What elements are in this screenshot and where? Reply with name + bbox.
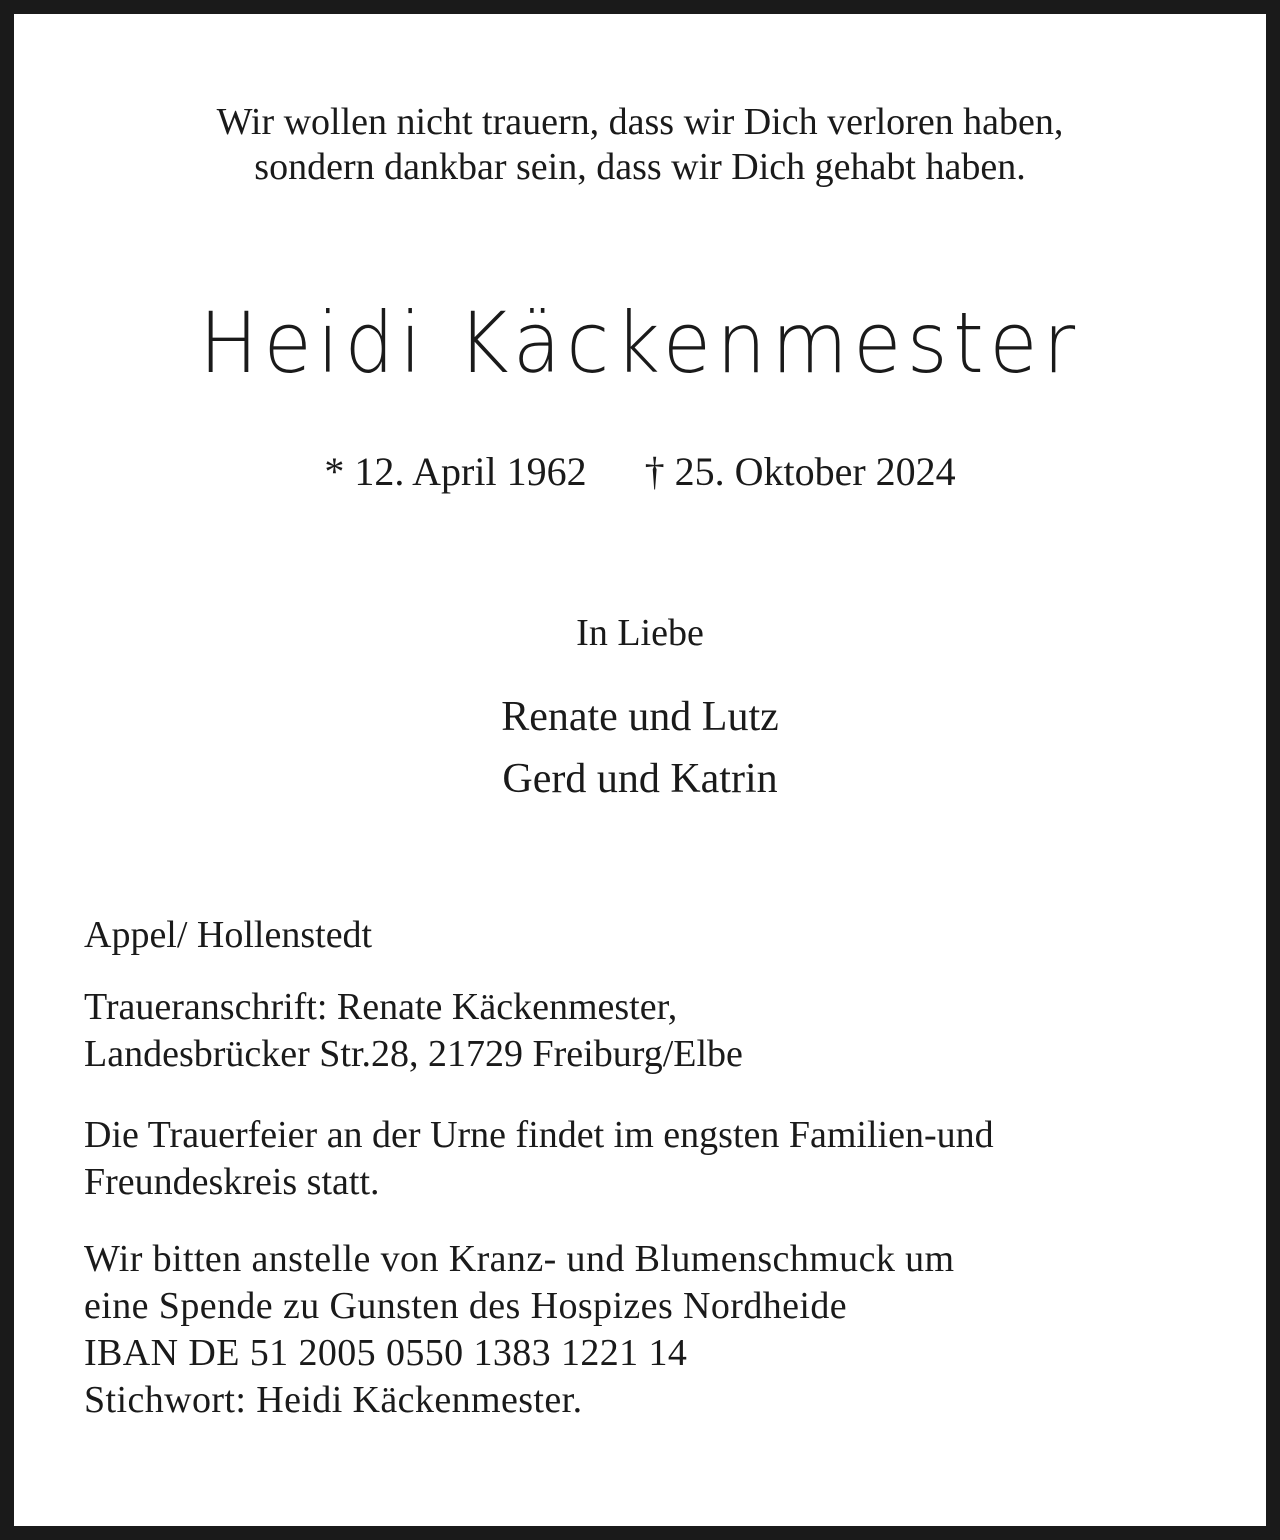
keyword-line: Stichwort: Heidi Käckenmester.: [84, 1379, 583, 1421]
address-line-1: Traueranschrift: Renate Käckenmester,: [84, 986, 678, 1028]
quote-line-2: sondern dankbar sein, dass wir Dich gehabt haben.: [254, 146, 1026, 188]
birth-date: * 12. April 1962: [324, 449, 587, 494]
donation-line-2: eine Spende zu Gunsten des Hospizes Nordheide: [84, 1285, 848, 1327]
mourners-list: [0, 686, 1280, 810]
ceremony-line-2: Freundeskreis statt.: [84, 1161, 380, 1203]
deceased-name: Heidi Käckenmester: [199, 294, 1081, 392]
donation-note: [84, 1236, 1224, 1424]
mourner-line-1: Renate und Lutz: [501, 694, 779, 740]
mourning-address: [84, 984, 1224, 1078]
memorial-quote: [0, 100, 1280, 190]
ceremony-note: [84, 1112, 1224, 1206]
death-date: † 25. Oktober 2024: [644, 449, 956, 494]
in-love-label: In Liebe: [576, 612, 704, 654]
iban-line: IBAN DE 51 2005 0550 1383 1221 14: [84, 1332, 688, 1374]
quote-line-1: Wir wollen nicht trauern, dass wir Dich verloren haben,: [216, 101, 1064, 143]
donation-line-1: Wir bitten anstelle von Kranz- und Blumenschmuck um: [84, 1238, 955, 1280]
life-dates: [0, 448, 1280, 496]
place-text: Appel/ Hollenstedt: [84, 914, 373, 956]
ceremony-line-1: Die Trauerfeier an der Urne findet im engsten Familien-und: [84, 1114, 994, 1156]
mourner-line-2: Gerd und Katrin: [502, 756, 778, 802]
address-line-2: Landesbrücker Str.28, 21729 Freiburg/Elbe: [84, 1033, 743, 1075]
